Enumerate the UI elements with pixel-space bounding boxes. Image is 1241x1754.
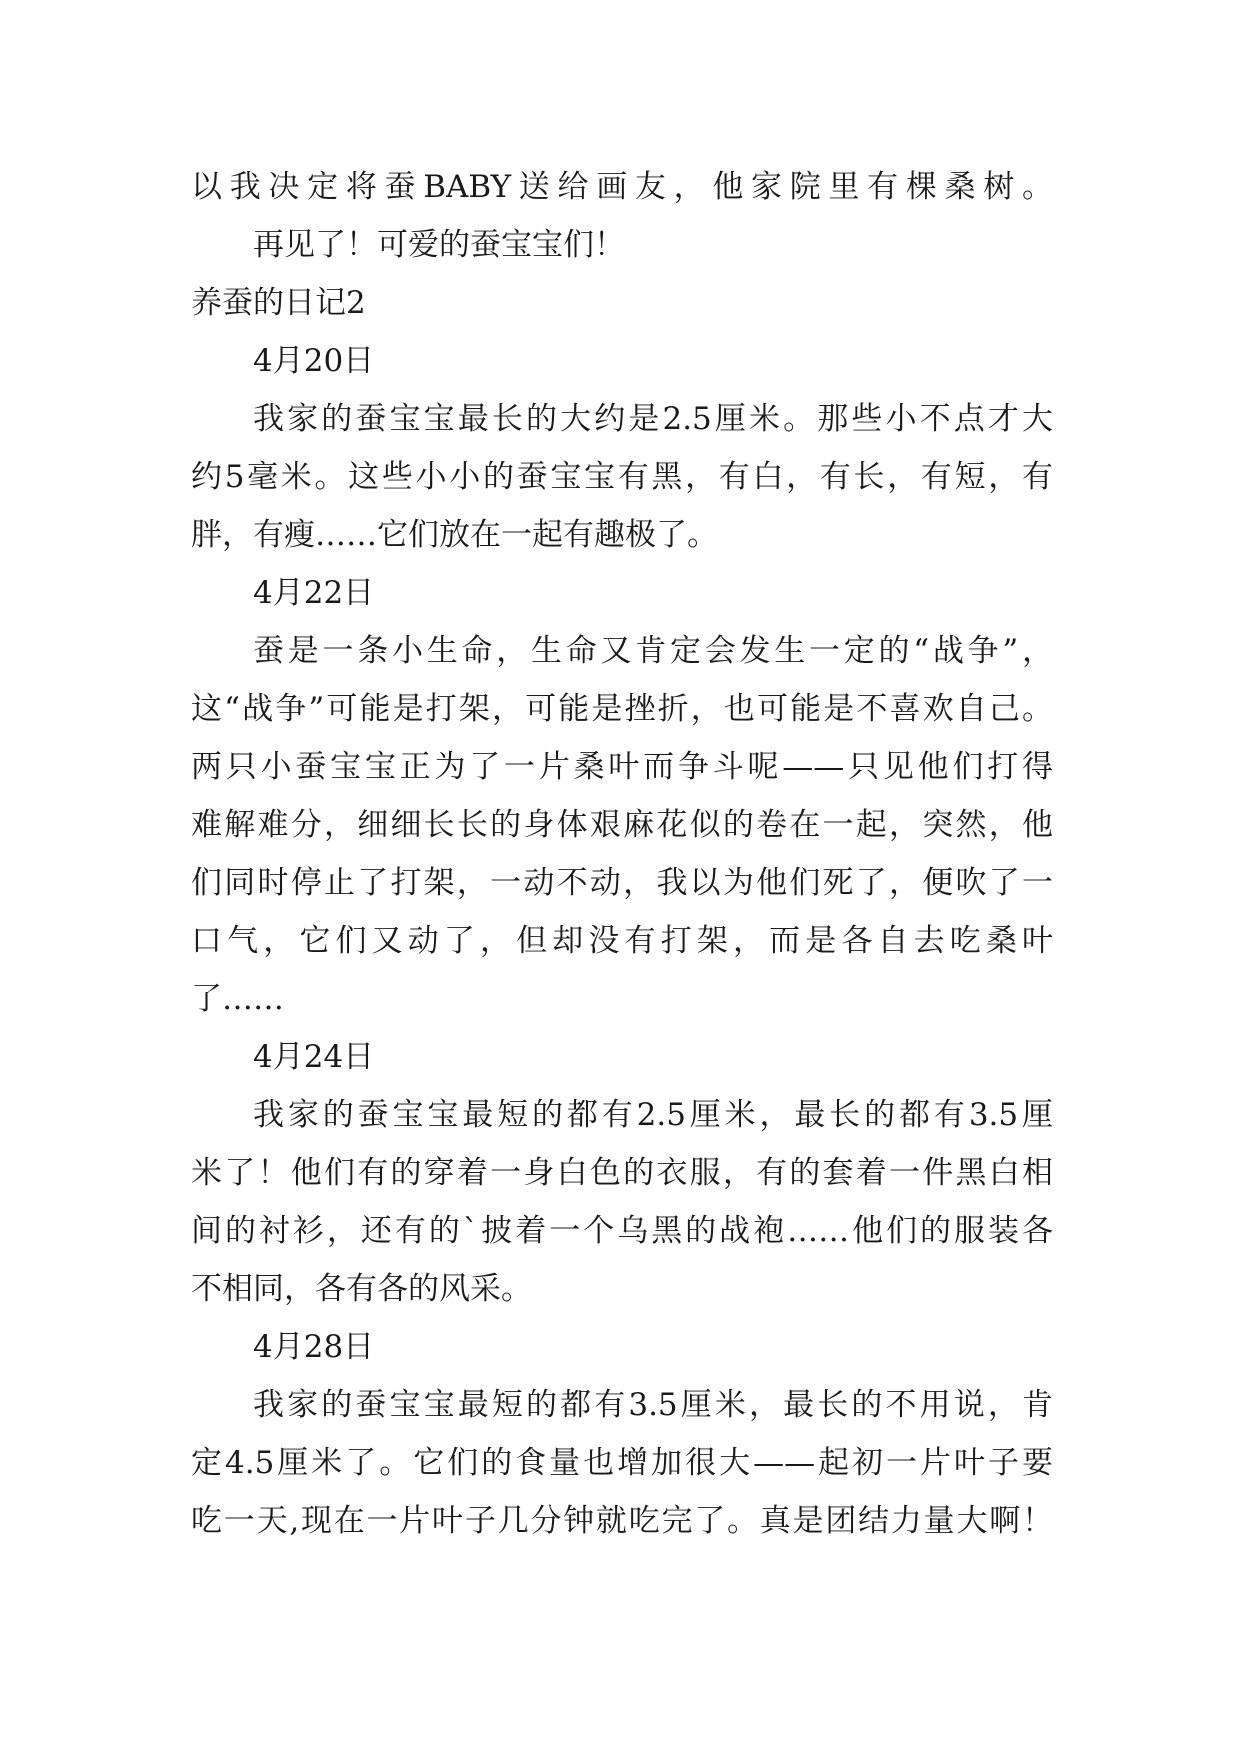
entry-text-line: 胖，有瘦……它们放在一起有趣极了。: [191, 517, 718, 553]
entry-text-line: 这“战争”可能是打架，可能是挫折，也可能是不喜欢自己。: [191, 691, 1053, 727]
entry-text-line: 不相同，各有各的风采。: [191, 1271, 532, 1307]
entry-text-line: 口气，它们又动了，但却没有打架，而是各自去吃桑叶: [191, 923, 1053, 959]
entry-text-line: 我家的蚕宝宝最短的都有3.5厘米，最长的不用说，肯: [253, 1387, 1053, 1423]
entry-text-line: 我家的蚕宝宝最长的大约是2.5厘米。那些小不点才大: [253, 401, 1053, 437]
entry-text-line: 两只小蚕宝宝正为了一片桑叶而争斗呢——只见他们打得: [191, 749, 1053, 785]
farewell-line: 再见了！可爱的蚕宝宝们！: [253, 227, 625, 263]
entry-text-line: 约5毫米。这些小小的蚕宝宝有黑，有白，有长，有短，有: [191, 459, 1053, 495]
entry-text-line: 蚕是一条小生命，生命又肯定会发生一定的“战争”，: [253, 633, 1053, 669]
entry-date: 4月22日: [253, 575, 375, 611]
entry-date: 4月28日: [253, 1329, 375, 1365]
entry-text-line: 了……: [191, 981, 284, 1017]
entry-text-line: 我家的蚕宝宝最短的都有2.5厘米，最长的都有3.5厘: [253, 1097, 1053, 1133]
entry-text-line: 吃一天,现在一片叶子几分钟就吃完了。真是团结力量大啊！: [191, 1503, 1053, 1539]
entry-text-line: 们同时停止了打架，一动不动，我以为他们死了，便吹了一: [191, 865, 1053, 901]
document-title: 养蚕的日记2: [191, 285, 366, 321]
intro-line: 以我决定将蚕BABY送给画友，他家院里有棵桑树。: [191, 169, 1053, 205]
entry-text-line: 定4.5厘米了。它们的食量也增加很大——起初一片叶子要: [191, 1445, 1053, 1481]
entry-date: 4月24日: [253, 1039, 375, 1075]
entry-text-line: 间的衬衫，还有的`披着一个乌黑的战袍……他们的服装各: [191, 1213, 1053, 1249]
entry-text-line: 米了！他们有的穿着一身白色的衣服，有的套着一件黑白相: [191, 1155, 1053, 1191]
document-page: [191, 158, 1053, 1550]
entry-date: 4月20日: [253, 343, 375, 379]
entry-text-line: 难解难分，细细长长的身体艰麻花似的卷在一起，突然，他: [191, 807, 1053, 843]
